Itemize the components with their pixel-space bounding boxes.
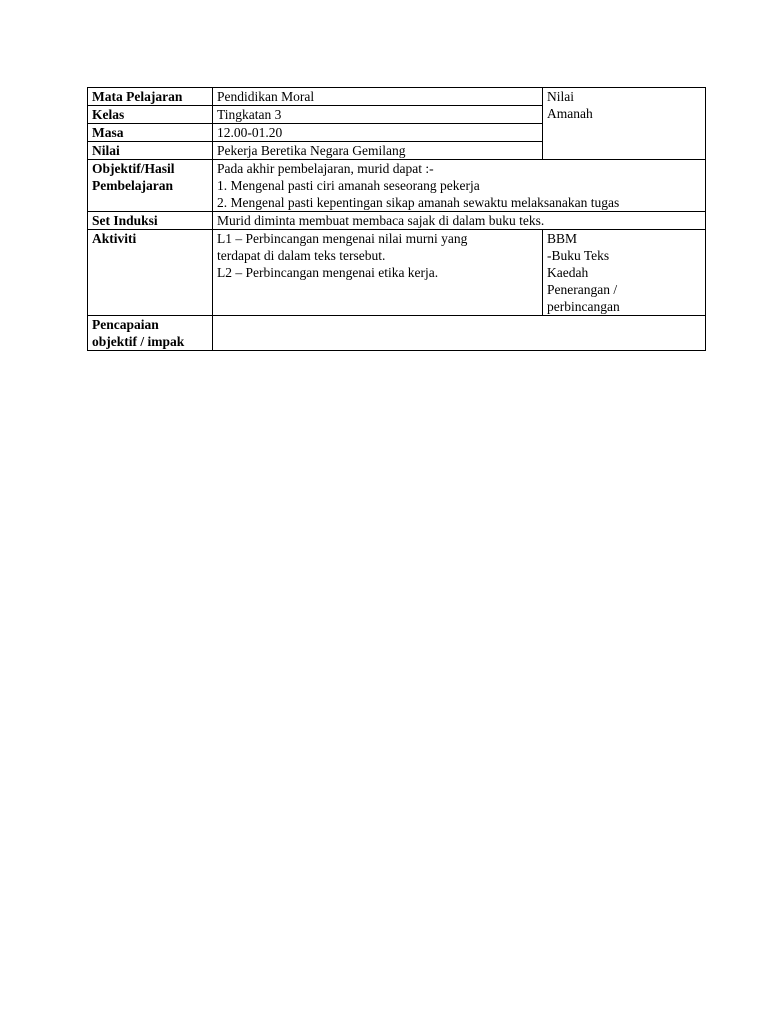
value-masa: 12.00-01.20 bbox=[213, 124, 543, 142]
aktiviti-l2: L2 – Perbincangan mengenai etika kerja. bbox=[217, 265, 439, 280]
row-mata-pelajaran bbox=[88, 88, 706, 106]
value-aktiviti bbox=[213, 230, 543, 316]
objektif-item-2: 2. Mengenal pasti kepentingan sikap amanah sewaktu melaksanakan tugas bbox=[217, 195, 620, 210]
aktiviti-l1-line2: terdapat di dalam teks tersebut. bbox=[217, 248, 386, 263]
kaedah-label: Kaedah bbox=[547, 265, 589, 280]
row-set-induksi bbox=[88, 212, 706, 230]
label-set-induksi: Set Induksi bbox=[88, 212, 213, 230]
side-nilai-value: Amanah bbox=[547, 106, 593, 121]
label-masa: Masa bbox=[88, 124, 213, 142]
label-objektif bbox=[88, 160, 213, 212]
row-pencapaian bbox=[88, 316, 706, 351]
label-pencapaian-line2: objektif / impak bbox=[92, 334, 185, 349]
value-set-induksi bbox=[213, 212, 706, 230]
label-pencapaian-line1: Pencapaian bbox=[92, 317, 159, 332]
set-induksi-text: Murid diminta membuat membaca sajak di dalam buku teks. bbox=[217, 213, 545, 228]
value-mata-pelajaran: Pendidikan Moral bbox=[213, 88, 543, 106]
label-aktiviti: Aktiviti bbox=[88, 230, 213, 316]
lesson-plan-table bbox=[87, 87, 706, 351]
side-nilai-label: Nilai bbox=[547, 89, 574, 104]
aktiviti-l1-line1: L1 – Perbincangan mengenai nilai murni yang bbox=[217, 231, 468, 246]
label-nilai: Nilai bbox=[88, 142, 213, 160]
bbm-item: -Buku Teks bbox=[547, 248, 610, 263]
value-objektif bbox=[213, 160, 706, 212]
row-aktiviti bbox=[88, 230, 706, 316]
value-nilai: Pekerja Beretika Negara Gemilang bbox=[213, 142, 543, 160]
bbm-label: BBM bbox=[547, 231, 578, 246]
kaedah-line2: perbincangan bbox=[547, 299, 620, 314]
label-mata-pelajaran: Mata Pelajaran bbox=[88, 88, 213, 106]
objektif-intro: Pada akhir pembelajaran, murid dapat :- bbox=[217, 161, 434, 176]
label-pencapaian bbox=[88, 316, 213, 351]
value-pencapaian bbox=[213, 316, 706, 351]
label-objektif-line2: Pembelajaran bbox=[92, 178, 173, 193]
objektif-item-1: 1. Mengenal pasti ciri amanah seseorang pekerja bbox=[217, 178, 480, 193]
value-kelas: Tingkatan 3 bbox=[213, 106, 543, 124]
label-objektif-line1: Objektif/Hasil bbox=[92, 161, 175, 176]
nilai-side-cell bbox=[543, 88, 706, 160]
kaedah-line1: Penerangan / bbox=[547, 282, 618, 297]
bbm-kaedah-cell bbox=[543, 230, 706, 316]
label-kelas: Kelas bbox=[88, 106, 213, 124]
row-objektif bbox=[88, 160, 706, 212]
